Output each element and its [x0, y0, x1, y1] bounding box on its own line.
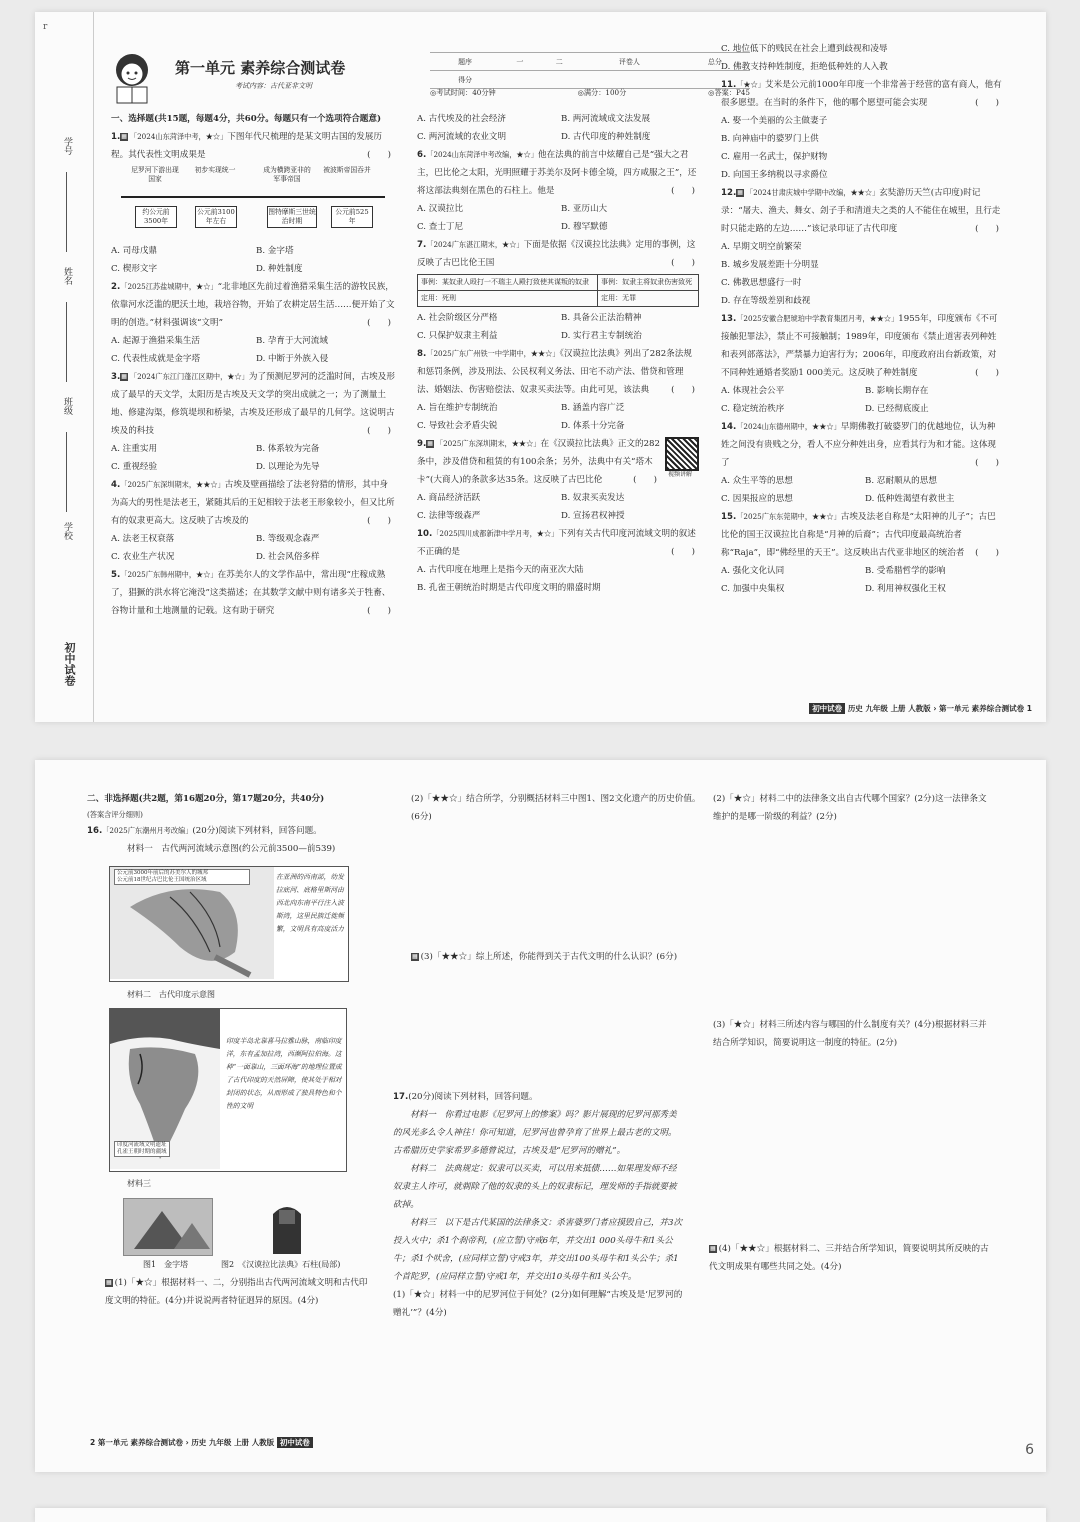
brand-label: 初中试卷	[63, 642, 76, 686]
question-source: 「2024广东江门蓬江区期中，★☆」	[129, 372, 249, 381]
question-stem: 艾米是公元前1000年印度一个非常善于经营的富有商人，他有很多愿望。在当时的条件下，他的哪个愿望可能会实现	[721, 80, 1002, 108]
exam-answer-page: ◎答案：P45	[708, 88, 750, 97]
question-stem: 古埃及法老自称是“太阳神的儿子”；古巴比伦的国王汉谟拉比自称是“月神的后裔”；古代印度最高统治者称“Raja”，即“佛经里的天王”。这反映出古代亚非地区的统治者	[721, 512, 996, 558]
question-number: 2.	[111, 282, 121, 292]
question-10: 10.「2025四川成都新津中学月考，★☆」下列有关古代印度河流域文明的叙述不正确的是 ( ) A. 古代印度在地理上是指今天的南亚次大陆 B. 孔雀王朝统治时期是古代印度文明的鼎盛时期	[417, 525, 699, 597]
question-16-sub-1: ▦ (1)「★☆」根据材料一、二，分别指出古代两河流域文明和古代印度文明的特征。(4分)并说说两者特征迥异的原因。(4分)	[105, 1278, 368, 1306]
question-number: 14.	[721, 422, 737, 432]
question-2: 2.「2025江苏盐城期中，★☆」“北非地区先前过着渔猎采集生活的游牧民族，依靠河水泛滥的肥沃土地，栽培谷物，开始了农耕定居生活……便开始了文明的创造。”材料强调该“文明” ( ) A. 起源于渔猎采集生活 B. 孕育于大河流域 C. 代表性成就是金字塔 D. 中断于外族入侵	[111, 278, 395, 368]
option[interactable]: C. 稳定统治秩序	[721, 404, 785, 414]
footer-brand: 初中试卷	[277, 1437, 313, 1448]
option[interactable]: B. 等级观念森严	[256, 534, 320, 544]
table-cell: 事例：奴隶主将奴隶伤害致死	[598, 275, 699, 291]
question-number: 3.	[111, 372, 121, 382]
option[interactable]: C. 导致社会矛盾尖锐	[417, 421, 498, 431]
timeline-label: 被波斯帝国吞并	[323, 166, 371, 174]
option[interactable]: B. 城乡发展差距十分明显	[721, 260, 819, 270]
question-16-sub-3: ▦ (3)「★★☆」综上所述，你能得到关于古代文明的什么认识？(6分)	[412, 952, 678, 962]
handwritten-page-number: 6	[1025, 1442, 1034, 1458]
material-3: 材料三 以下是古代某国的法律条文：杀害婆罗门者应摸毁自己，并3次投入火中；杀1个刹帝利，(应立誓)守戒6年，并交出1 000头母牛和1头公牛；杀1个吠舍，(应同样立誓)守戒3年，并交出100头母牛和1头公牛；杀1个首陀罗，(应同样立誓)守戒1年，并交出10头母牛和1头公牛。	[393, 1218, 683, 1282]
option[interactable]: C. 法律等级森严	[417, 511, 481, 521]
material-3-title: 材料三	[127, 1179, 151, 1188]
option[interactable]: B. 孕育于大河流域	[256, 336, 328, 346]
question-stem: (20分)阅读下列材料，回答问题。	[192, 826, 322, 836]
option[interactable]: B. 孔雀王朝统治时期是古代印度文明的鼎盛时期	[417, 583, 601, 593]
qr-label: 视频讲解	[667, 471, 692, 478]
question-stem: 在苏美尔人的文学作品中，常出现“庄稼成熟了，猖獗的洪水将它淹没”这类描述；在其数学文献中则有诸多关于牲畜、谷物计量和土地测量的记载。这有助于研究	[111, 570, 391, 616]
exam-page-1	[35, 12, 1046, 722]
table-cell: 事例：某奴隶人殴打一不瑞主人殿打致使其谋叛的奴隶	[418, 275, 598, 291]
code-cases-table	[417, 274, 699, 307]
table-cell: 定用：死刑	[418, 291, 598, 307]
question-source: 「2025安徽合肥琥珀中学教育集团月考，★★☆」	[736, 314, 899, 323]
page-footer	[809, 703, 1032, 714]
question-stem: 下面是依据《汉谟拉比法典》定用的事例，这反映了古巴比伦王国	[417, 240, 696, 268]
options	[417, 399, 699, 435]
option[interactable]: A. 司母戊鼎	[111, 246, 158, 256]
option[interactable]: D. 以理论为先导	[256, 462, 320, 472]
material-1-title: 材料一 古代两河流域示意图(约公元前3500—前539)	[127, 844, 336, 854]
material-1: 材料一 你看过电影《尼罗河上的惨案》吗？影片展现的尼罗河那秀美的风光多么令人神往！你可知道，尼罗河也曾孕育了世界上最古老的文明。古希腊历史学家希罗多德曾说过，古埃及是“尼罗河的赠礼”。	[393, 1110, 677, 1156]
score-cell: 二	[540, 53, 579, 71]
question-stem: 在《汉谟拉比法典》正文的282条中，涉及借贷和租赁的有100余条；另外，法典中有关“塔木卡”(大商人)的条款多达35条。这反映了古巴比伦	[417, 439, 660, 485]
question-stem: 为了预测尼罗河的泛滥时间，古埃及形成了最早的天文学，太阳历是古埃及天文学的突出成就之一；为了测量土地、修建沟渠，修筑堤坝和桥梁，古埃及还形成了最早的几何学。这说明古埃及的科技	[111, 372, 395, 436]
option[interactable]: D. 体系十分完备	[561, 421, 625, 431]
question-source: 「2025江苏盐城期中，★☆」	[120, 282, 218, 291]
question-source: 「2025广东潮州月考改编」	[102, 826, 193, 835]
question-number: 17.	[393, 1092, 409, 1102]
question-source: 「2024广东湛江期末，★☆」	[426, 240, 524, 249]
question-9: 视频讲解 9.▦ 「2025广东深圳期末，★★☆」在《汉谟拉比法典》正文的282条中，涉及借贷和租赁的有100余条；另外，法典中有关“塔木卡”(大商人)的条款多达35条。这反映了古巴比伦 ( ) A. 商品经济活跃 B. 奴隶买卖发达 C. 法律等级森严 D. 宣扬君权神授	[417, 435, 699, 525]
question-17-sub-4: ▦ (4)「★★☆」根据材料二、三并结合所学知识，简要说明其所反映的古代文明成果有哪些共同之处。(4分)	[709, 1244, 989, 1272]
table-cell: 定用：无罪	[598, 291, 699, 307]
footer-brand: 初中试卷	[809, 703, 845, 714]
question-stem: 他在法典的前言中炫耀自己是“强大之君主，巴比伦之太阳，光明照耀于苏美尔及阿卡德全境，四方咸服之王”，还将这部法典刻在黑色的石柱上。他是	[417, 150, 697, 196]
option[interactable]: A. 社会阶级区分严格	[417, 313, 498, 323]
question-source: 「2024甘肃庆城中学期中改编，★★☆」	[745, 188, 880, 197]
option[interactable]: D. 中断于外族入侵	[256, 354, 329, 364]
footer-edition: 人教版	[251, 1438, 275, 1447]
label-class: 班级	[62, 397, 72, 415]
option[interactable]: C. 因果报应的思想	[721, 494, 793, 504]
question-source: 「2024山东德州期中，★★☆」	[736, 422, 841, 431]
option[interactable]: B. 奴隶买卖发达	[561, 493, 625, 503]
timeline-date: 公元前525年	[331, 206, 373, 228]
question-source: 「2025广东广州铁一中学期中，★★☆」	[426, 349, 560, 358]
question-6: 6.「2024山东菏泽中考改编，★☆」他在法典的前言中炫耀自己是“强大之君主，巴比伦之太阳，光明照耀于苏美尔及阿卡德全境，四方咸服之王”，还将这部法典刻在黑色的石柱上。他是 ( ) A. 汉谟拉比 B. 亚历山大 C. 查士丁尼 D. 穆罕默德	[417, 146, 699, 236]
sub-question-text: (2)「★☆」材料二中的法律条文出自古代哪个国家？(2分)这一法律条文维护的是哪一阶级的利益？(2分)	[713, 794, 987, 822]
option[interactable]: B. 涵盖内容广泛	[561, 403, 625, 413]
question-stem: 下列有关古代印度河流域文明的叙述不正确的是	[417, 529, 696, 557]
question-7: 7.「2024广东湛江期末，★☆」下面是依据《汉谟拉比法典》定用的事例，这反映了古巴比伦王国 ( ) 事例：某奴隶人殴打一不瑞主人殿打致使其谋叛的奴隶 事例：奴隶主将奴隶伤害致死 定用：死刑 定用：无罪 A. 社会阶级区分严格 B. 具备公正法治精神 C. 只保护奴隶主利益 D. 实行君主专制统治	[417, 236, 699, 345]
score-cell: 评卷人	[579, 53, 680, 71]
options	[721, 562, 1003, 598]
question-stem: 早期佛教打破婆罗门的优越地位，认为种姓之间没有贵贱之分，看人不应分种姓出身，应看其行为和才能。这体现了	[721, 422, 997, 468]
option[interactable]: C. 查士丁尼	[417, 222, 464, 232]
figure-caption: 图1 金字塔	[143, 1260, 189, 1269]
question-number: 6.	[417, 150, 427, 160]
options	[111, 242, 395, 278]
timeline-label: 初步实现统一	[194, 166, 236, 174]
option[interactable]: C. 加强中央集权	[721, 584, 785, 594]
score-cell: 题序	[430, 53, 500, 71]
option[interactable]: D. 宣扬君权神授	[561, 511, 625, 521]
option[interactable]: A. 体现社会公平	[721, 386, 785, 396]
option[interactable]: B. 两河流域成文法发展	[561, 114, 651, 124]
question-17	[393, 1088, 683, 1322]
footer-volume: 上册	[234, 1438, 250, 1447]
score-cell: 总分	[680, 53, 750, 71]
page-number: 1	[1026, 704, 1032, 713]
map-two-rivers	[109, 866, 349, 982]
exam-meta	[430, 86, 750, 100]
page-title: 第一单元 素养综合测试卷	[175, 59, 346, 77]
option[interactable]: A. 众生平等的思想	[721, 476, 793, 486]
question-5-options	[417, 110, 699, 146]
option[interactable]: B. 具备公正法治精神	[561, 313, 642, 323]
option[interactable]: D. 已经彻底废止	[865, 404, 929, 414]
material-2: 材料二 法典规定：奴隶可以买卖，可以用来抵债……如果理发师不经奴隶主人许可，就剃除了他的奴隶的头上的奴隶标记，理发师的手指就要被砍掉。	[393, 1164, 677, 1210]
corner-mark: r	[43, 22, 48, 32]
legend-item: 公元前18世纪古巴比伦王国统治区域	[117, 877, 207, 883]
section-1-heading: 一、选择题(共15题，每题4分，共60分。每题只有一个选项符合题意)	[111, 114, 382, 124]
timeline-axis	[121, 196, 385, 198]
question-stem: 玄奘游历天竺(古印度)时记录：“屠夫、渔夫、舞女、刽子手和清道夫之类的人不能住在城里，且行走时只能走路的左边……”该记录印证了古代印度	[721, 188, 1001, 234]
option[interactable]: B. 受希腊哲学的影响	[865, 566, 946, 576]
option[interactable]: A. 旨在维护专制统治	[417, 403, 498, 413]
question-14: 14.「2024山东德州期中，★★☆」早期佛教打破婆罗门的优越地位，认为种姓之间没有贵贱之分，看人不应分种姓出身，应看其行为和才能。这体现了 ( ) A. 众生平等的思想 B. 忍耐顺从的思想 C. 因果报应的思想 D. 低种姓渴望有救世主	[721, 418, 1003, 508]
score-table	[430, 52, 750, 89]
option[interactable]: C. 农业生产状况	[111, 552, 175, 562]
question-8: 8.「2025广东广州铁一中学期中，★★☆」《汉谟拉比法典》列出了282条法规和惩罚条例，涉及刑法、公民权利义务法、田宅不动产法、借贷和管理法、婚姻法、伤害赔偿法、奴隶买卖法等。由此可见，该法典 ( ) A. 旨在维护专制统治 B. 涵盖内容广泛 C. 导致社会矛盾尖锐 D. 体系十分完备	[417, 345, 699, 435]
map-legend	[114, 869, 250, 885]
question-stem: 下图年代尺梳理的是某文明古国的发展历程。其代表性文明成果是	[111, 132, 382, 160]
options	[111, 440, 395, 476]
question-stem: (20分)阅读下列材料，回答问题。	[408, 1092, 538, 1102]
option[interactable]: B. 向神庙中的婆罗门上供	[721, 134, 819, 144]
qr-block[interactable]	[661, 435, 699, 479]
label-name: 姓名	[62, 267, 72, 285]
option[interactable]: A. 法老王权衰落	[111, 534, 175, 544]
footer-unit: 第一单元 素养综合测试卷	[97, 1438, 183, 1447]
question-source: 「2025广东深圳期末，★★☆」	[435, 439, 541, 448]
option[interactable]: B. 体系较为完备	[256, 444, 320, 454]
sub-question-text: (3)「★★☆」综上所述，你能得到关于古代文明的什么认识？(6分)	[420, 952, 678, 962]
question-number: 8.	[417, 349, 427, 359]
option[interactable]: C. 佛教思想盛行一时	[721, 278, 802, 288]
footer-grade: 九年级	[865, 704, 888, 713]
question-13: 13.「2025安徽合肥琥珀中学教育集团月考，★★☆」1955年，印度颁布《不可接触犯罪法》，禁止不可接触制；1989年，印度颁布《禁止道害表列种姓和表列部落法》，严禁暴力迫害行为；2006年，印度政府出台新政策，对不同种姓通婚者奖励1 000美元。这反映了种姓制度 ( ) A. 体现社会公平 B. 影响长期存在 C. 稳定统治秩序 D. 已经彻底废止	[721, 310, 1003, 418]
question-1: 1.▦ 「2024山东菏泽中考，★☆」下图年代尺梳理的是某文明古国的发展历程。其代表性文明成果是 ( ) 尼罗河下游出现国家 初步实现统一 成为横跨亚非的军事帝国 被波斯帝国吞并 约公元前3500年 公元前3100年左右 图特摩斯三世统治时期 公元前525年 A. 司母戊鼎 B. 金字塔 C. 楔形文字 D. 种姓制度	[111, 128, 395, 278]
option[interactable]: A. 古代印度在地理上是指今天的南亚次大陆	[417, 565, 584, 575]
timeline-label: 成为横跨亚非的军事帝国	[263, 166, 311, 183]
question-stem: “北非地区先前过着渔猎采集生活的游牧民族，依靠河水泛滥的肥沃土地，栽培谷物，开始了农耕定居生活……便开始了文明的创造。”材料强调该“文明”	[111, 282, 395, 328]
sub-question-1: (1)「★☆」材料一中的尼罗河位于何处？(2分)如何理解“古埃及是‘尼罗河的赠礼’”？(4分)	[393, 1290, 683, 1318]
option[interactable]: D. 利用神权强化王权	[865, 584, 946, 594]
pyramid-photo	[123, 1198, 213, 1256]
question-source: 「2024山东菏泽中考改编，★☆」	[426, 150, 538, 159]
options	[721, 382, 1003, 418]
option[interactable]: D. 实行君主专制统治	[561, 331, 642, 341]
question-16-sub-2	[411, 790, 701, 826]
option[interactable]: A. 汉谟拉比	[417, 204, 464, 214]
options	[721, 472, 1003, 508]
student-mascot-logo	[97, 42, 167, 112]
options	[417, 200, 699, 236]
option[interactable]: C. 雇用一名武士，保护财物	[721, 152, 828, 162]
material-2-title: 材料二 古代印度示意图	[127, 990, 215, 999]
label-student-id: 学号	[62, 137, 72, 155]
column-1	[111, 110, 395, 620]
sub-question-text: (4)「★★☆」根据材料二、三并结合所学知识，简要说明其所反映的古代文明成果有哪些共同之处。(4分)	[709, 1244, 989, 1272]
figure-caption: 图2 《汉谟拉比法典》石柱(局部)	[221, 1260, 341, 1269]
question-number: 11.	[721, 80, 737, 90]
question-number: 5.	[111, 570, 121, 580]
question-3: 3.▦ 「2024广东江门蓬江区期中，★☆」为了预测尼罗河的泛滥时间，古埃及形成了最早的天文学，太阳历是古埃及天文学的突出成就之一；为了测量土地、修建沟渠，修筑堤坝和桥梁，古埃及还形成了最早的几何学。这说明古埃及的科技 ( ) A. 注重实用 B. 体系较为完备 C. 重视经验 D. 以理论为先导	[111, 368, 395, 476]
option[interactable]: D. 向国王多纳税以寻求爵位	[721, 170, 828, 180]
timeline-date: 图特摩斯三世统治时期	[267, 206, 317, 228]
question-source: 「2024山东菏泽中考，★☆」	[129, 132, 228, 141]
option[interactable]: D. 佛教支持种姓制度，拒绝低种姓的人入教	[721, 62, 888, 72]
option[interactable]: A. 古代埃及的社会经济	[417, 114, 507, 124]
option[interactable]: A. 早期文明空前繁荣	[721, 242, 802, 252]
option[interactable]: A. 娶一个美丽的公主做妻子	[721, 116, 828, 126]
page-footer	[90, 1437, 313, 1448]
option[interactable]: D. 古代印度的种姓制度	[561, 132, 651, 142]
options	[111, 530, 395, 566]
exam-time: ◎考试时间：40分钟	[430, 88, 496, 97]
question-stem: 《汉谟拉比法典》列出了282条法规和惩罚条例，涉及刑法、公民权利义务法、田宅不动产法、借贷和管理法、婚姻法、伤害赔偿法、奴隶买卖法等。由此可见，该法典	[417, 349, 692, 395]
column-3	[721, 40, 1003, 598]
options	[111, 332, 395, 368]
fill-line	[66, 432, 68, 512]
option[interactable]: B. 亚历山大	[561, 204, 608, 214]
chevron-right-icon: ›	[933, 704, 937, 713]
footer-volume: 上册	[890, 704, 906, 713]
footer-edition: 人教版	[908, 704, 931, 713]
exam-page-3-edge	[35, 1508, 1046, 1522]
fill-line	[66, 172, 68, 252]
option[interactable]: C. 重视经验	[111, 462, 158, 472]
question-15: 15.「2025广东东莞期中，★★☆」古埃及法老自称是“太阳神的儿子”；古巴比伦的国王汉谟拉比自称是“月神的后裔”；古代印度最高统治者称“Raja”，即“佛经里的天王”。这反映出古代亚非地区的统治者 ( ) A. 强化文化认同 B. 受希腊哲学的影响 C. 加强中央集权 D. 利用神权强化王权	[721, 508, 1003, 598]
question-number: 1.	[111, 132, 121, 142]
question-number: 7.	[417, 240, 427, 250]
question-number: 13.	[721, 314, 737, 324]
question-5: 5.「2025广东韩州期中，★☆」在苏美尔人的文学作品中，常出现“庄稼成熟了，猖獗的洪水将它淹没”这类描述；在其数学文献中则有诸多关于牲畜、谷物计量和土地测量的记载。这有助于研究 ( )	[111, 570, 391, 616]
question-source: 「2025四川成都新津中学月考，★☆」	[432, 529, 559, 538]
question-4: 4.「2025广东深圳期末，★★☆」古埃及壁画描绘了法老狩猎的情形，其中身为高大的男性是法老王，紧随其后的王妃相较于法老王形象较小，但又比所有的奴隶更高大。这反映了古埃及的 ( ) A. 法老王权衰落 B. 等级观念森严 C. 农业生产状况 D. 社会风俗多样	[111, 476, 395, 566]
option[interactable]: C. 只保护奴隶主利益	[417, 331, 498, 341]
option[interactable]: C. 代表性成就是金字塔	[111, 354, 201, 364]
page-number: 2	[90, 1438, 96, 1447]
footer-subject: 历史	[847, 704, 863, 713]
section-2-heading: 二、非选择题(共2题，第16题20分，第17题20分，共40分)	[87, 794, 325, 804]
student-info-band	[35, 12, 94, 722]
question-number: 15.	[721, 512, 737, 522]
footer-unit: 第一单元 素养综合测试卷	[939, 704, 1025, 713]
map-note: 印度半岛北靠喜马拉雅山脉，南临印度洋，东有孟加拉湾，西濒阿拉伯海。这种“一面靠山，三面环海”的地理位置成了古代印度的天然屏障，使其处于相对封闭的状态，从而形成了独具特色和个性的文明	[226, 1037, 342, 1110]
score-cell: 一	[500, 53, 539, 71]
legend-item: 孔雀王朝时期的疆域	[117, 1149, 167, 1155]
map-legend	[114, 1141, 170, 1157]
option[interactable]: C. 楔形文字	[111, 264, 158, 274]
option[interactable]: B. 影响长期存在	[865, 386, 929, 396]
code-stele-photo	[269, 1200, 305, 1254]
question-number: 4.	[111, 480, 121, 490]
fill-line	[66, 302, 68, 382]
sub-question-text: (2)「★★☆」结合所学，分别概括材料三中图1、图2文化遗产的历史价值。(6分)	[411, 794, 701, 822]
sub-question-text: (3)「★☆」材料三所述内容与哪国的什么制度有关？(4分)根据材料三并结合所学知识，简要说明这一制度的特征。(2分)	[713, 1020, 987, 1048]
map-note: 在亚洲的西南部，幼发拉底河、底格里斯河由西北向东南平行注入波斯湾，这里民族迁徙频繁，文明具有高度活力	[276, 873, 344, 933]
option[interactable]: D. 种姓制度	[256, 264, 303, 274]
timeline-date: 约公元前3500年	[135, 206, 177, 228]
question-number: 12.	[721, 188, 737, 198]
timeline-date: 公元前3100年左右	[195, 206, 237, 228]
option[interactable]: D. 穆罕默德	[561, 222, 608, 232]
question-number: 10.	[417, 529, 433, 539]
question-source: 「2025广东深圳期末，★★☆」	[120, 480, 225, 489]
map-ancient-india	[109, 1008, 347, 1172]
option[interactable]: C. 两河流域的农业文明	[417, 132, 507, 142]
option[interactable]: A. 商品经济活跃	[417, 493, 481, 503]
question-source: 「2025广东韩州期中，★☆」	[120, 570, 218, 579]
option[interactable]: D. 社会风俗多样	[256, 552, 320, 562]
question-source: 「2025广东东莞期中，★★☆」	[736, 512, 841, 521]
label-school: 学校	[62, 522, 72, 540]
question-12: 12.▦ 「2024甘肃庆城中学期中改编，★★☆」玄奘游历天竺(古印度)时记录：“屠夫、渔夫、舞女、刽子手和清道夫之类的人不能住在城里，且行走时只能走路的左边……”该记录印证了古代印度 ( ) A. 早期文明空前繁荣 B. 城乡发展差距十分明显 C. 佛教思想盛行一时 D. 存在等级差别和歧视	[721, 184, 1003, 310]
option[interactable]: A. 起源于渔猎采集生活	[111, 336, 201, 346]
question-17-sub-2	[713, 790, 993, 826]
options	[417, 489, 699, 525]
option[interactable]: A. 注重实用	[111, 444, 158, 454]
footer-grade: 九年级	[208, 1438, 232, 1447]
score-cell: 得分	[430, 71, 500, 89]
legend-item: 公元前3000年前后的苏美尔人的城邦	[117, 870, 208, 876]
option[interactable]: B. 金字塔	[256, 246, 294, 256]
sub-question-text: (1)「★☆」根据材料一、二，分别指出古代两河流域文明和古代印度文明的特征。(4分)并说说两者特征迥异的原因。(4分)	[105, 1278, 368, 1306]
exam-full-score: ◎满分：100分	[577, 88, 627, 97]
question-source: 「★☆」	[736, 80, 765, 89]
qr-code-icon[interactable]	[665, 437, 699, 471]
option[interactable]: D. 存在等级差别和歧视	[721, 296, 811, 306]
footer-subject: 历史	[191, 1438, 207, 1447]
question-stem: 1955年，印度颁布《不可接触犯罪法》，禁止不可接触制；1989年，印度颁布《禁止道害表列种姓和表列部落法》，严禁暴力迫害行为；2006年，印度政府出台新政策，对不同种姓通婚者奖励1 000美元。这反映了种姓制度	[721, 314, 998, 378]
column-1	[87, 790, 377, 858]
legend-item: 印度河流域文明遗址	[117, 1142, 167, 1148]
column-2	[417, 110, 699, 597]
options	[417, 309, 699, 345]
page-subtitle: 考试内容：古代亚非文明	[235, 82, 312, 90]
option[interactable]: D. 低种姓渴望有救世主	[865, 494, 955, 504]
question-17-sub-3	[713, 1016, 993, 1052]
section-2-note: (答案含评分细则)	[87, 810, 143, 819]
question-stem: 古埃及壁画描绘了法老狩猎的情形，其中身为高大的男性是法老王，紧随其后的王妃相较于法老王形象较小，但又比所有的奴隶更高大。这反映了古埃及的	[111, 480, 395, 526]
question-number: 16.	[87, 826, 103, 836]
exam-page-2	[35, 760, 1046, 1472]
question-11: 11.「★☆」艾米是公元前1000年印度一个非常善于经营的富有商人，他有很多愿望。在当时的条件下，他的哪个愿望可能会实现 ( ) A. 娶一个美丽的公主做妻子 B. 向神庙中的婆罗门上供 C. 雇用一名武士，保护财物 D. 向国王多纳税以寻求爵位	[721, 76, 1003, 184]
year-timeline	[111, 166, 395, 238]
question-number: 9.	[417, 439, 427, 449]
chevron-right-icon: ›	[185, 1438, 189, 1447]
timeline-label: 尼罗河下游出现国家	[131, 166, 179, 183]
option[interactable]: B. 忍耐顺从的思想	[865, 476, 937, 486]
option[interactable]: A. 强化文化认同	[721, 566, 785, 576]
option[interactable]: C. 地位低下的贱民在社会上遭到歧视和凌辱	[721, 44, 888, 54]
